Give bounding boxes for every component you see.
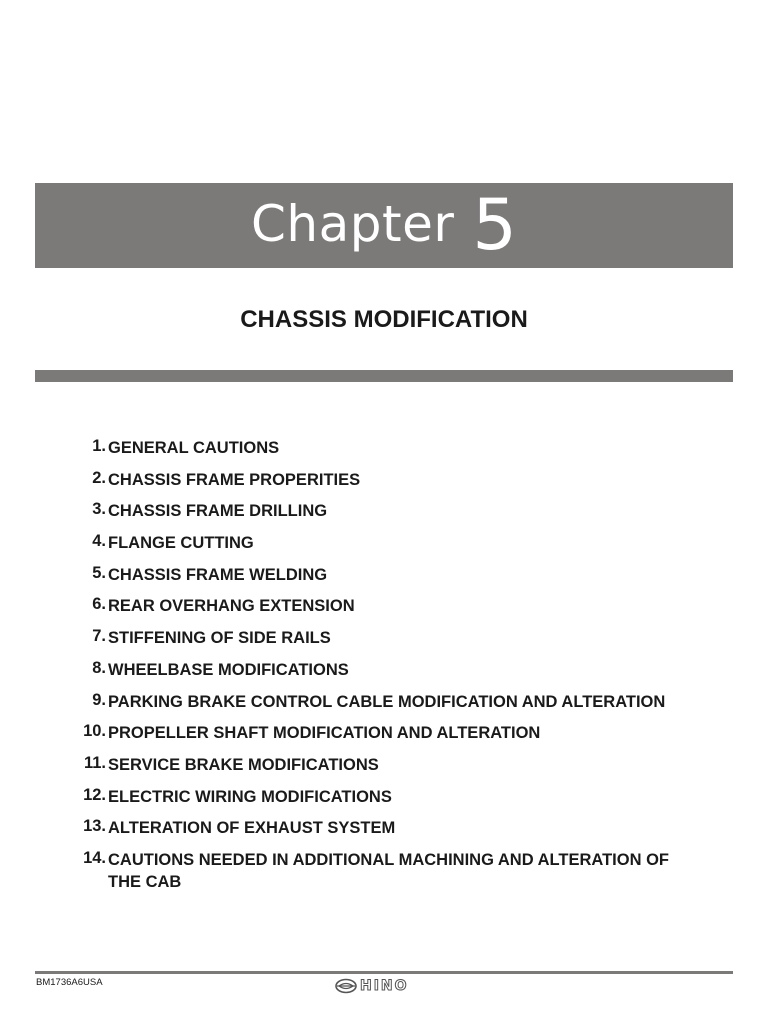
toc-item-number: 2. xyxy=(92,468,106,487)
toc-item-number: 10. xyxy=(83,722,106,741)
chapter-label: Chapter xyxy=(251,194,455,253)
toc-item-title: FLANGE CUTTING xyxy=(108,534,254,553)
toc-item-title: CHASSIS FRAME PROPERITIES xyxy=(108,470,361,489)
toc-item-number: 1. xyxy=(92,437,106,455)
hino-emblem-icon xyxy=(335,978,357,994)
document-code: BM1736A6USA xyxy=(36,977,103,988)
toc-item[interactable] xyxy=(60,849,720,893)
toc-item-number: 5. xyxy=(92,563,106,582)
toc-item-title: ALTERATION OF EXHAUST SYSTEM xyxy=(108,819,396,838)
toc-item[interactable] xyxy=(60,786,720,818)
toc-item-title: PROPELLER SHAFT MODIFICATION AND ALTERATION xyxy=(108,724,541,743)
toc-item-number: 6. xyxy=(92,595,106,614)
toc-item-title: REAR OVERHANG EXTENSION xyxy=(108,597,355,616)
toc-item-number: 14. xyxy=(83,848,106,867)
table-of-contents xyxy=(60,437,720,893)
toc-item[interactable] xyxy=(60,500,720,532)
toc-item-title: PARKING BRAKE CONTROL CABLE MODIFICATION AND ALTERATION xyxy=(108,692,666,711)
toc-item-title: WHEELBASE MODIFICATIONS xyxy=(108,660,349,679)
toc-item[interactable] xyxy=(60,627,720,659)
chapter-number: 5 xyxy=(472,183,517,266)
toc-item-number: 11. xyxy=(83,753,106,772)
toc-item-number: 13. xyxy=(83,817,106,836)
toc-item-number: 7. xyxy=(92,627,106,646)
toc-item[interactable] xyxy=(60,469,720,501)
toc-item-number: 9. xyxy=(92,690,106,709)
toc-item-number: 8. xyxy=(92,658,106,677)
footer-divider xyxy=(35,971,733,974)
toc-item[interactable] xyxy=(60,722,720,754)
divider xyxy=(35,370,733,382)
toc-item[interactable] xyxy=(60,754,720,786)
toc-item[interactable] xyxy=(60,659,720,691)
toc-item-number: 12. xyxy=(83,785,106,804)
toc-item-title: CHASSIS FRAME DRILLING xyxy=(108,502,328,521)
toc-item[interactable] xyxy=(60,532,720,564)
toc-item[interactable] xyxy=(60,595,720,627)
toc-item-number: 3. xyxy=(92,500,106,519)
toc-item[interactable] xyxy=(60,437,720,469)
toc-item-title: STIFFENING OF SIDE RAILS xyxy=(108,629,331,648)
toc-item[interactable] xyxy=(60,817,720,849)
brand-logo xyxy=(335,978,409,994)
page-title: CHASSIS MODIFICATION xyxy=(240,306,528,333)
chapter-banner xyxy=(35,183,733,268)
toc-item-title: GENERAL CAUTIONS xyxy=(108,439,280,457)
toc-item[interactable] xyxy=(60,691,720,723)
toc-item-title: SERVICE BRAKE MODIFICATIONS xyxy=(108,755,379,774)
toc-item[interactable] xyxy=(60,564,720,596)
brand-name: HINO xyxy=(360,978,409,994)
toc-item-number: 4. xyxy=(92,532,106,551)
toc-item-title: ELECTRIC WIRING MODIFICATIONS xyxy=(108,787,392,806)
toc-item-title: CHASSIS FRAME WELDING xyxy=(108,565,328,584)
toc-item-title: CAUTIONS NEEDED IN ADDITIONAL MACHINING AND ALTERATION OF THE CAB xyxy=(108,850,669,891)
